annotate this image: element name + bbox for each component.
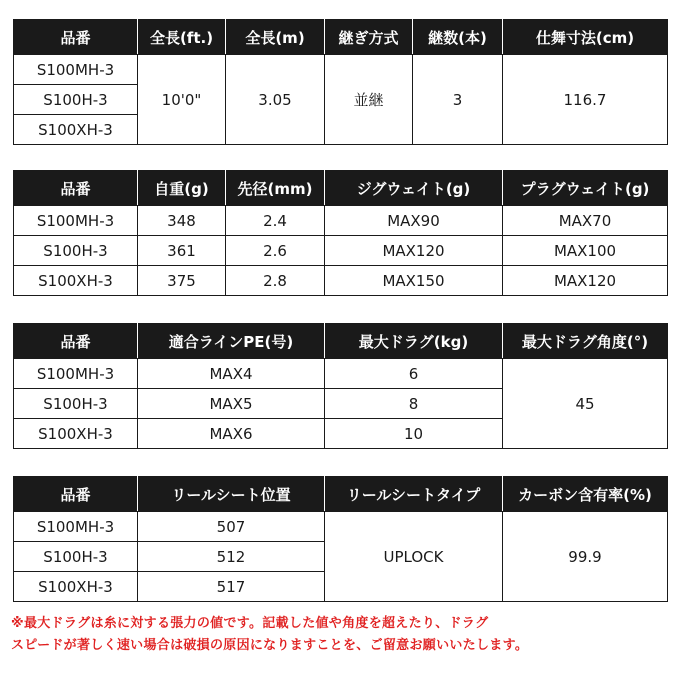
table-row <box>14 266 668 296</box>
header-jig-weight: ジグウェイト(g) <box>325 171 503 206</box>
reel-seat-position-cell: 512 <box>138 542 325 572</box>
reel-seat-type-cell: UPLOCK <box>325 512 503 602</box>
header-tip-diameter: 先径(mm) <box>226 171 325 206</box>
header-pieces: 継数(本) <box>413 20 503 55</box>
header-model: 品番 <box>14 20 138 55</box>
spec-table-length <box>13 19 668 145</box>
header-carbon-content: カーボン含有率(%) <box>503 477 668 512</box>
model-cell: S100MH-3 <box>14 512 138 542</box>
closed-length-cell: 116.7 <box>503 55 668 145</box>
table-row <box>14 512 668 542</box>
header-reel-seat-position: リールシート位置 <box>138 477 325 512</box>
reel-seat-position-cell: 517 <box>138 572 325 602</box>
model-cell: S100H-3 <box>14 542 138 572</box>
spec-table-line-drag <box>13 323 668 449</box>
table-row <box>14 55 668 85</box>
tip-diameter-cell: 2.6 <box>226 236 325 266</box>
header-model: 品番 <box>14 324 138 359</box>
model-cell: S100XH-3 <box>14 115 138 145</box>
header-model: 品番 <box>14 477 138 512</box>
length-m-cell: 3.05 <box>226 55 325 145</box>
line-pe-cell: MAX5 <box>138 389 325 419</box>
model-cell: S100XH-3 <box>14 572 138 602</box>
table-header-row <box>14 477 668 512</box>
model-cell: S100XH-3 <box>14 419 138 449</box>
spec-table-reel-seat <box>13 476 668 602</box>
self-weight-cell: 348 <box>138 206 226 236</box>
header-reel-seat-type: リールシートタイプ <box>325 477 503 512</box>
model-cell: S100H-3 <box>14 236 138 266</box>
tip-diameter-cell: 2.4 <box>226 206 325 236</box>
header-self-weight: 自重(g) <box>138 171 226 206</box>
plug-weight-cell: MAX120 <box>503 266 668 296</box>
table-header-row <box>14 171 668 206</box>
note-line: スピードが著しく速い場合は破損の原因になりますことを、ご留意お願いいたします。 <box>11 638 529 653</box>
table-row <box>14 206 668 236</box>
self-weight-cell: 375 <box>138 266 226 296</box>
line-pe-cell: MAX6 <box>138 419 325 449</box>
plug-weight-cell: MAX70 <box>503 206 668 236</box>
table-row <box>14 236 668 266</box>
header-max-drag-angle: 最大ドラグ角度(°) <box>503 324 668 359</box>
jig-weight-cell: MAX120 <box>325 236 503 266</box>
max-drag-cell: 10 <box>325 419 503 449</box>
header-joint-type: 継ぎ方式 <box>325 20 413 55</box>
max-drag-cell: 6 <box>325 359 503 389</box>
pieces-cell: 3 <box>413 55 503 145</box>
model-cell: S100XH-3 <box>14 266 138 296</box>
header-max-drag: 最大ドラグ(kg) <box>325 324 503 359</box>
self-weight-cell: 361 <box>138 236 226 266</box>
max-drag-cell: 8 <box>325 389 503 419</box>
reel-seat-position-cell: 507 <box>138 512 325 542</box>
jig-weight-cell: MAX90 <box>325 206 503 236</box>
model-cell: S100MH-3 <box>14 55 138 85</box>
header-length-ft: 全長(ft.) <box>138 20 226 55</box>
model-cell: S100MH-3 <box>14 359 138 389</box>
note-line: ※最大ドラグは糸に対する張力の値です。記載した値や角度を超えたり、ドラグ <box>11 616 489 631</box>
jig-weight-cell: MAX150 <box>325 266 503 296</box>
drag-caution-note <box>11 613 671 657</box>
header-closed-length: 仕舞寸法(cm) <box>503 20 668 55</box>
header-plug-weight: プラグウェイト(g) <box>503 171 668 206</box>
header-model: 品番 <box>14 171 138 206</box>
carbon-content-cell: 99.9 <box>503 512 668 602</box>
table-header-row <box>14 20 668 55</box>
plug-weight-cell: MAX100 <box>503 236 668 266</box>
table-header-row <box>14 324 668 359</box>
tip-diameter-cell: 2.8 <box>226 266 325 296</box>
model-cell: S100H-3 <box>14 85 138 115</box>
joint-type-cell: 並継 <box>325 55 413 145</box>
header-length-m: 全長(m) <box>226 20 325 55</box>
spec-table-weight <box>13 170 668 296</box>
line-pe-cell: MAX4 <box>138 359 325 389</box>
model-cell: S100H-3 <box>14 389 138 419</box>
header-line-pe: 適合ラインPE(号) <box>138 324 325 359</box>
model-cell: S100MH-3 <box>14 206 138 236</box>
max-drag-angle-cell: 45 <box>503 359 668 449</box>
length-ft-cell: 10'0" <box>138 55 226 145</box>
table-row <box>14 359 668 389</box>
